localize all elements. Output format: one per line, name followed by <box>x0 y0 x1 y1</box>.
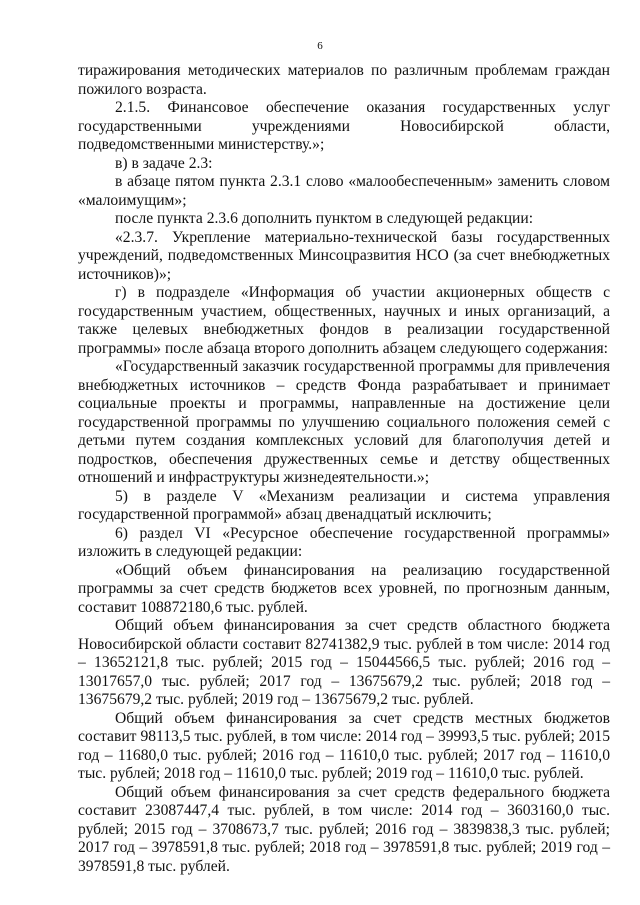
paragraph: Общий объем финансирования за счет средств областного бюджета Новосибирской области составит 82741382,9 тыс. рублей в том числе: 2014 год – 13652121,8 тыс. рублей; 2015 год – 15044566,5 тыс. рублей; 2016 год – 13017657,0 тыс. рублей; 2017 год – 13675679,2 тыс. рублей; 2018 год – 13675679,2 тыс. рублей; 2019 год – 13675679,2 тыс. рублей. <box>78 617 610 708</box>
paragraph: Общий объем финансирования за счет средств местных бюджетов составит 98113,5 тыс. рублей, в том числе: 2014 год – 39993,5 тыс. рублей; 2015 год – 11680,0 тыс. рублей; 2016 год – 11610,0 тыс. рублей; 2017 год – 11610,0 тыс. рублей; 2018 год – 11610,0 тыс. рублей; 2019 год – 11610,0 тыс. рублей. <box>78 709 610 782</box>
paragraph: в) в задаче 2.3: <box>115 154 213 172</box>
paragraph: после пункта 2.3.6 дополнить пунктом в следующей редакции: <box>115 210 534 227</box>
page-number: 6 <box>317 40 323 52</box>
paragraph: 2.1.5. Финансовое обеспечение оказания государственных услуг государственными учреждениями Новосибирской области, подведомственными министерству.»; <box>78 99 610 153</box>
paragraph: «Государственный заказчик государственной программы для привлечения внебюджетных источников – средств Фонда разрабатывает и принимает социальные проекты и программы, направленные на достижение цели государственной программы по улучшению социального положения семей с детьми путем создания комплексных условий для благополучия детей и подростков, обеспечения дружественных семье и детству общественных отношений и инфраструктуры жизнедеятельности.»; <box>78 358 610 486</box>
paragraph: в абзаце пятом пункта 2.3.1 слово «малообеспеченным» заменить словом «малоимущим»; <box>78 173 610 209</box>
paragraph: Общий объем финансирования за счет средств федерального бюджета составит 23087447,4 тыс. рублей, в том числе: 2014 год – 3603160,0 тыс. рублей; 2015 год – 3708673,7 тыс. рублей; 2016 год – 3839838,3 тыс. рублей; 2017 год – 3978591,8 тыс. рублей; 2018 год – 3978591,8 тыс. рублей; 2019 год – 3978591,8 тыс. рублей. <box>78 783 610 875</box>
paragraph: «Общий объем финансирования на реализацию государственной программы за счет средств бюджетов всех уровней, по прогнозным данным, составит 108872180,6 тыс. рублей. <box>78 561 610 616</box>
document-body <box>78 62 610 876</box>
paragraph: г) в подразделе «Информация об участии акционерных обществ с государственным участием, общественных, научных и иных организаций, а также целевых внебюджетных фондов в реализации государственной программы» после абзаца второго дополнить абзацем следующего содержания: <box>78 284 610 357</box>
paragraph: «2.3.7. Укрепление материально-технической базы государственных учреждений, подведомственных Минсоцразвития НСО (за счет внебюджетных источников)»; <box>78 228 610 283</box>
paragraph: 6) раздел VI «Ресурсное обеспечение государственной программы» изложить в следующей редакции: <box>78 524 610 560</box>
paragraph: 5) в разделе V «Механизм реализации и система управления государственной программой» абзац двенадцатый исключить; <box>78 487 610 523</box>
paragraph: тиражирования методических материалов по различным проблемам граждан пожилого возраста. <box>78 62 610 98</box>
